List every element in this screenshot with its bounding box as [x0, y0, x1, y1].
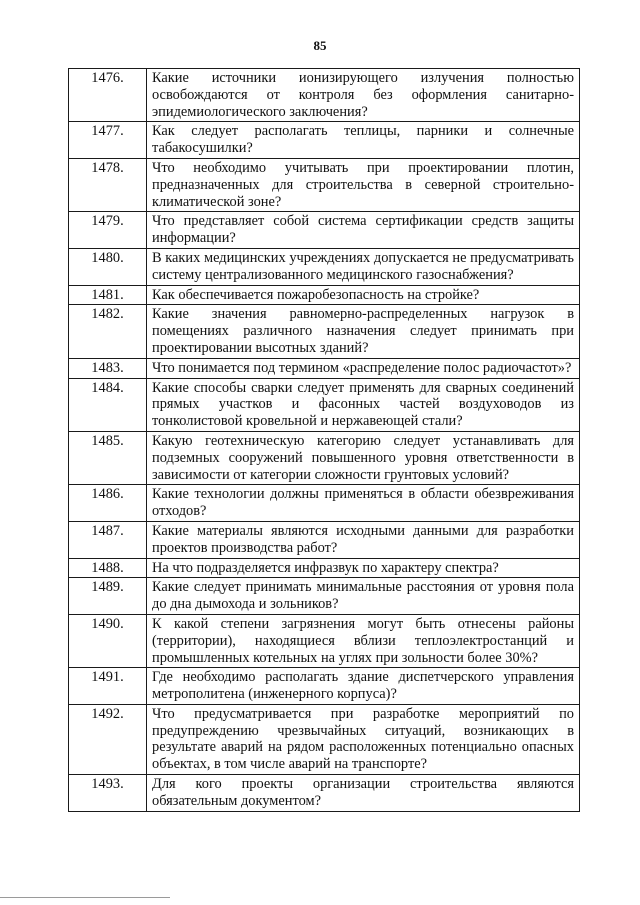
question-number: 1477. [69, 122, 147, 159]
table-row [69, 285, 580, 305]
question-text: На что подразделяется инфразвук по характеру спектра? [147, 558, 580, 578]
table-row [69, 212, 580, 249]
table-row [69, 614, 580, 667]
question-number: 1489. [69, 578, 147, 615]
question-text: Какие следует принимать минимальные расстояния от уровня пола до дна дымохода и зольников? [147, 578, 580, 615]
table-row [69, 704, 580, 774]
question-number: 1486. [69, 485, 147, 522]
question-number: 1480. [69, 248, 147, 285]
footnote-divider [0, 897, 170, 898]
question-text: Какие материалы являются исходными данными для разработки проектов производства работ? [147, 521, 580, 558]
table-row [69, 431, 580, 484]
question-number: 1490. [69, 614, 147, 667]
table-row [69, 69, 580, 122]
table-row [69, 485, 580, 522]
table-row [69, 358, 580, 378]
question-text: Что понимается под термином «распределение полос радиочастот»? [147, 358, 580, 378]
table-row [69, 558, 580, 578]
question-text: Что представляет собой система сертификации средств защиты информации? [147, 212, 580, 249]
question-number: 1483. [69, 358, 147, 378]
table-row [69, 668, 580, 705]
question-number: 1478. [69, 158, 147, 211]
question-number: 1491. [69, 668, 147, 705]
table-row [69, 158, 580, 211]
question-number: 1485. [69, 431, 147, 484]
table-row [69, 305, 580, 358]
question-text: Какие технологии должны применяться в области обезвреживания отходов? [147, 485, 580, 522]
table-row [69, 775, 580, 812]
page-number: 85 [313, 38, 327, 53]
table-row [69, 248, 580, 285]
table-row [69, 521, 580, 558]
question-number: 1484. [69, 378, 147, 431]
question-text: В каких медицинских учреждениях допускается не предусматривать систему централизованного медицинского газоснабжения? [147, 248, 580, 285]
question-text: Какие способы сварки следует применять для сварных соединений прямых участков и фасонных частей воздуховодов из тонколистовой кровельной и нержавеющей стали? [147, 378, 580, 431]
question-number: 1492. [69, 704, 147, 774]
table-row [69, 122, 580, 159]
question-text: Как следует располагать теплицы, парники и солнечные табакосушилки? [147, 122, 580, 159]
questions-table [68, 68, 580, 812]
question-number: 1482. [69, 305, 147, 358]
question-number: 1481. [69, 285, 147, 305]
question-text: Для кого проекты организации строительства являются обязательным документом? [147, 775, 580, 812]
question-text: Что предусматривается при разработке мероприятий по предупреждению чрезвычайных ситуаций, возникающих в результате аварий на рядом расположенных потенциально опасных объектах, в том числе аварий на транспорте? [147, 704, 580, 774]
question-text: К какой степени загрязнения могут быть отнесены районы (территории), находящиеся вблизи теплоэлектростанций и промышленных котельных на углях при зольности более 30%? [147, 614, 580, 667]
question-number: 1488. [69, 558, 147, 578]
question-text: Где необходимо располагать здание диспетчерского управления метрополитена (инженерного корпуса)? [147, 668, 580, 705]
question-text: Какие значения равномерно-распределенных нагрузок в помещениях различного назначения следует принимать при проектировании высотных зданий? [147, 305, 580, 358]
question-number: 1493. [69, 775, 147, 812]
table-row [69, 378, 580, 431]
question-text: Как обеспечивается пожаробезопасность на стройке? [147, 285, 580, 305]
question-text: Какие источники ионизирующего излучения полностью освобождаются от контроля без оформления санитарно-эпидемиологического заключения? [147, 69, 580, 122]
question-number: 1487. [69, 521, 147, 558]
question-number: 1479. [69, 212, 147, 249]
question-text: Что необходимо учитывать при проектировании плотин, предназначенных для строительства в северной строительно-климатической зоне? [147, 158, 580, 211]
table-row [69, 578, 580, 615]
question-text: Какую геотехническую категорию следует устанавливать для подземных сооружений повышенного уровня ответственности в зависимости от категории сложности грунтовых условий? [147, 431, 580, 484]
question-number: 1476. [69, 69, 147, 122]
